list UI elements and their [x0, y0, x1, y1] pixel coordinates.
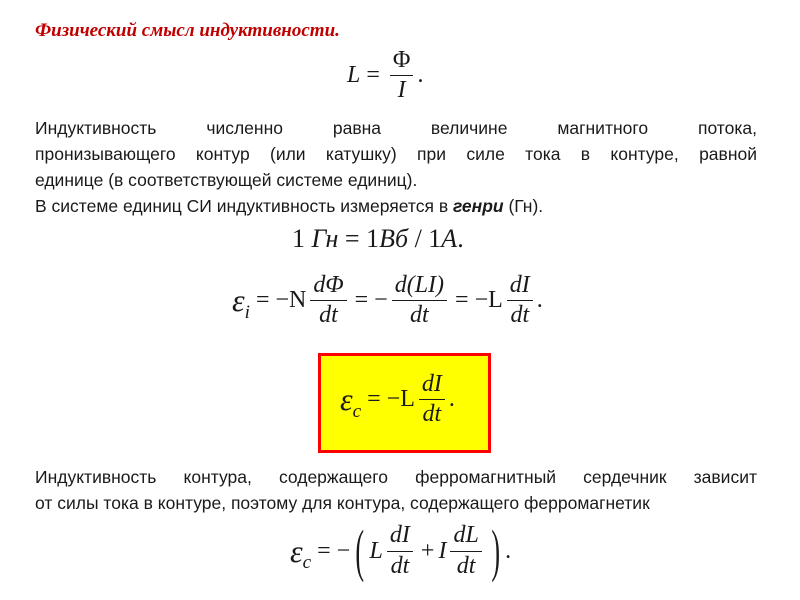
henry-one: 1 — [292, 224, 312, 253]
right-paren: ) — [491, 518, 500, 583]
emf-formula — [232, 273, 543, 328]
si-unit-line — [35, 196, 543, 217]
definition-paragraph — [35, 115, 757, 193]
henry-equals: = 1 — [338, 224, 380, 253]
unit-name-henry: генри — [453, 196, 504, 216]
si-suffix: (Гн). — [503, 196, 544, 216]
formula-period: . — [417, 62, 424, 89]
paragraph-line: пронизывающего контур (или катушку) при силе тока в контуре, равной — [35, 144, 757, 164]
emf-period: . — [536, 287, 543, 314]
numerator-flux: Φ — [390, 48, 414, 76]
ferro-eq: = − — [317, 537, 351, 564]
henry-period: . — [457, 224, 464, 253]
self-emf-eq: = −L — [367, 386, 415, 413]
unit-henry: Гн — [311, 224, 339, 253]
henry-slash: / 1 — [408, 224, 442, 253]
unit-weber: Вб — [379, 224, 409, 253]
ferro-I: I — [438, 537, 447, 564]
denominator-current: I — [397, 77, 406, 104]
fraction-flux-over-current — [390, 48, 414, 103]
self-induction-formula — [340, 372, 455, 427]
unit-ampere: А — [441, 224, 458, 253]
emf-eq1: = −N — [255, 287, 307, 314]
fraction-di-dt: $\frac{dI}{dt}$ — [387, 523, 413, 578]
ferro-epsilon: $\varepsilon_c$ — [290, 532, 312, 574]
self-emf-period: . — [448, 386, 455, 413]
fraction-dphi-dt: $\frac{d\Phi}{dt}$ — [310, 273, 346, 328]
ferro-period: . — [505, 537, 512, 564]
emf-epsilon: $\varepsilon_i$ — [232, 282, 250, 323]
equals-sign: = — [366, 62, 380, 89]
paragraph-line: Индуктивность контура, содержащего ферромагнитный сердечник зависит — [35, 467, 757, 487]
paragraph-line: от силы тока в контуре, поэтому для контура, содержащего ферромагнетик — [35, 493, 650, 513]
paragraph-line: единице (в соответствующей системе единиц). — [35, 170, 418, 190]
left-paren: ( — [355, 518, 365, 583]
ferromagnet-paragraph — [35, 464, 757, 516]
paragraph-line: Индуктивность численно равна величине магнитного потока, — [35, 118, 757, 138]
fraction-di-dt: $\frac{dI}{dt}$ — [419, 372, 445, 427]
ferro-plus: + — [420, 537, 435, 564]
emf-eq2: = − — [354, 287, 388, 314]
emf-eq3: = −L — [455, 287, 503, 314]
self-emf-epsilon: $\varepsilon_c$ — [340, 381, 362, 422]
symbol-L: L — [347, 62, 361, 89]
ferromagnet-formula — [290, 518, 512, 583]
inductance-formula — [347, 48, 423, 103]
fraction-dl-dt: $\frac{dL}{dt}$ — [450, 523, 481, 578]
henry-definition — [292, 224, 464, 254]
fraction-dli-dt: $\frac{d(LI)}{dt}$ — [392, 273, 447, 328]
fraction-di-dt: $\frac{dI}{dt}$ — [507, 273, 533, 328]
si-text: В системе единиц СИ индуктивность измеряется в — [35, 196, 454, 216]
slide-title: Физический смысл индуктивности. — [35, 20, 340, 41]
ferro-L: L — [369, 537, 383, 564]
